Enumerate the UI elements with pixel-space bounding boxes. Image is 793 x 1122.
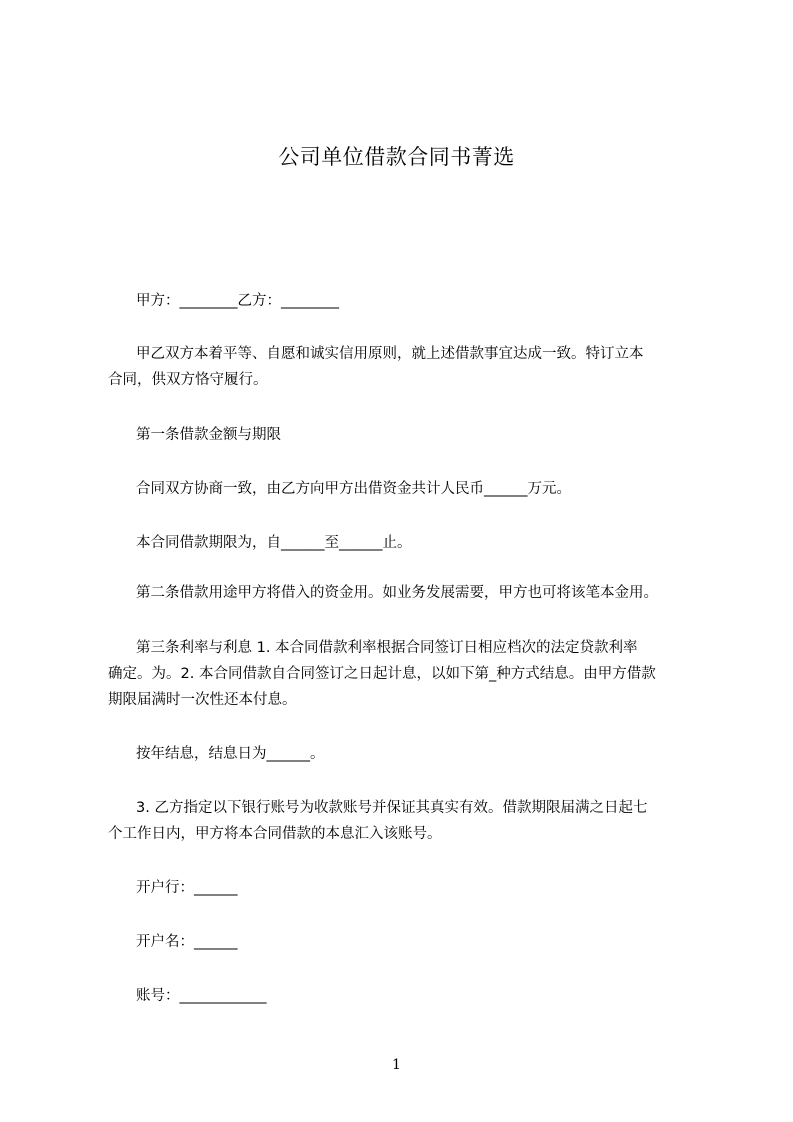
article3-line-2: 确定。为。2. 本合同借款自合同签订之日起计息，以如下第_种方式结息。由甲方借款 — [108, 666, 656, 682]
article1-term: 本合同借款期限为，自______至______止。 — [136, 535, 412, 551]
intro-paragraph — [108, 341, 701, 393]
document-title: 公司单位借款合同书菁选 — [278, 145, 515, 169]
article1-heading: 第一条借款金额与期限 — [136, 427, 281, 443]
intro-line-2: 合同，供双方恪守履行。 — [108, 372, 268, 388]
intro-line-1: 甲乙双方本着平等、自愿和诚实信用原则，就上述借款事宜达成一致。特订立本 — [136, 346, 644, 362]
page-number: 1 — [392, 1057, 401, 1073]
clause3-paragraph — [108, 795, 701, 847]
annual-interest-line: 按年结息，结息日为______。 — [136, 746, 325, 762]
article1-amount: 合同双方协商一致，由乙方向甲方出借资金共计人民币______万元。 — [136, 481, 571, 497]
article3-line-3: 期限届满时一次性还本付息。 — [108, 692, 297, 708]
clause3-line-2: 个工作日内，甲方将本合同借款的本息汇入该账号。 — [108, 826, 442, 842]
article3-line-1: 第三条利率与利息 1. 本合同借款利率根据合同签订日相应档次的法定贷款利率 — [136, 640, 638, 656]
parties-line: 甲方：________乙方：________ — [136, 293, 339, 309]
article2-paragraph: 第二条借款用途甲方将借入的资金用。如业务发展需要，甲方也可将该笔本金用。 — [136, 585, 658, 601]
bank-account-number-line: 账号：____________ — [136, 988, 267, 1004]
bank-branch-line: 开户行：______ — [136, 880, 238, 896]
article3-paragraph — [108, 635, 701, 713]
bank-account-name-line: 开户名：______ — [136, 934, 238, 950]
clause3-line-1: 3. 乙方指定以下银行账号为收款账号并保证其真实有效。借款期限届满之日起七 — [136, 800, 648, 816]
